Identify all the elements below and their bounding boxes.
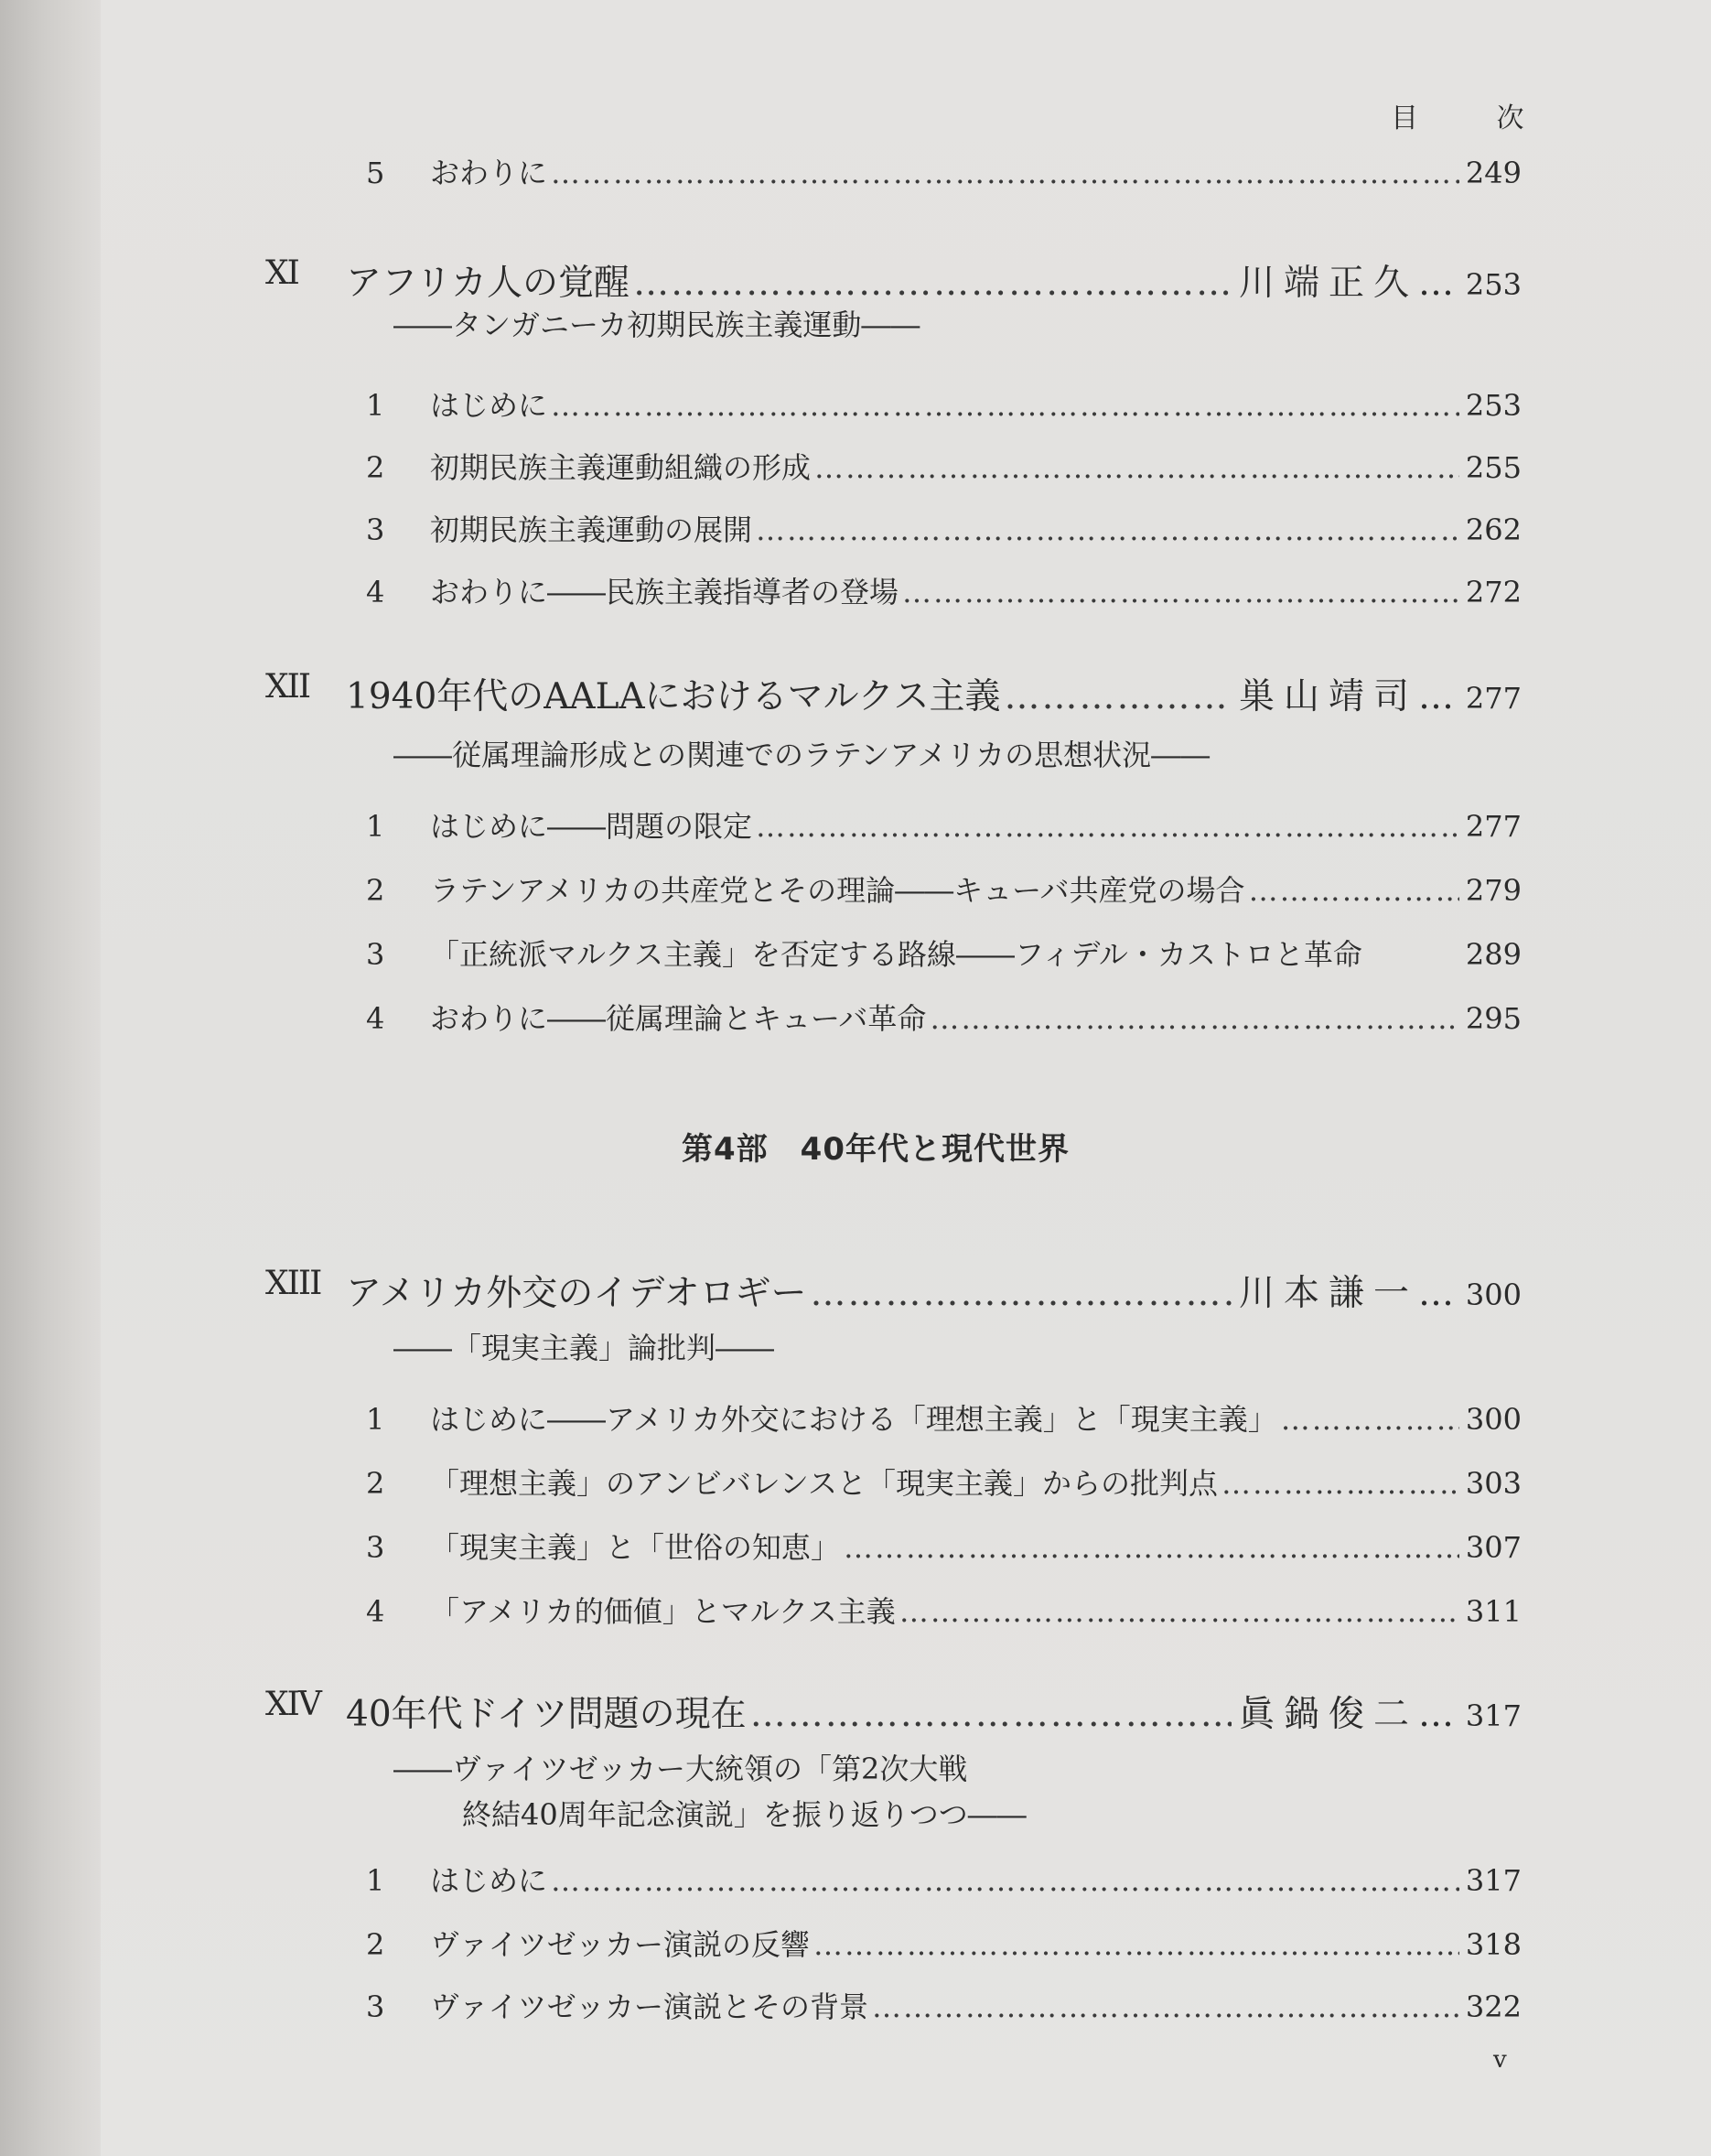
section-title: はじめに [430,1863,548,1898]
page-number: 255 [1465,450,1522,485]
chapter-author: 眞鍋俊二 [1238,1694,1418,1735]
toc-chapter-entry: XIII アメリカ外交のイデオロギー …………………………………………………………………………………………………………………………………………………………………………………………………………………… 川本謙一 … 300 [265,1265,1522,1316]
toc-section-entry: 5 おわりに …………………………………………………………………………………………………………………………………………………………………………………………………………………… 249 [366,150,1522,192]
dot-leader [930,1001,1459,1036]
chapter-subtitle: ――ヴァイツゼッカー大統領の「第2次大戦 [393,1752,968,1786]
dot-leader [551,388,1459,423]
dot-leader [551,156,1459,190]
chapter-title: アメリカ外交のイデオロギー [346,1273,807,1314]
page-number: 277 [1465,809,1522,844]
page-number: 318 [1465,1927,1522,1962]
dot-leader [551,1863,1459,1898]
section-title: おわりに――従属理論とキューバ革命 [430,1001,927,1036]
toc-section-entry: 3 初期民族主義運動の展開 …………………………………………………………………………………………………………………………………………………………………………………………………………………… 262 [366,507,1522,549]
page-number: 295 [1465,1001,1522,1036]
page-folio: v [1493,2046,1507,2074]
section-title: ヴァイツゼッカー演説の反響 [430,1927,811,1962]
section-title: 「正統派マルクス主義」を否定する路線――フィデル・カストロと革命 [430,937,1362,972]
toc-section-entry: 4 おわりに――民族主義指導者の登場 …………………………………………………………………………………………………………………………………………………………………………………………………………………… 272 [366,569,1522,611]
page-number: 253 [1465,388,1522,423]
chapter-subtitle: ――「現実主義」論批判―― [393,1331,775,1365]
page-number: 317 [1465,1698,1522,1733]
dot-leader [750,1694,1232,1735]
section-title: おわりに――民族主義指導者の登場 [430,575,899,609]
toc-section-entry: 1 はじめに――問題の限定 …………………………………………………………………………………………………………………………………………………………………………………………………………………… 277 [366,803,1522,846]
dot-leader [756,512,1459,547]
toc-section-entry: 2 初期民族主義運動組織の形成 …………………………………………………………………………………………………………………………………………………………………………………………………………………… 255 [366,445,1522,487]
page-number: 277 [1465,681,1522,716]
toc-section-entry: 4 おわりに――従属理論とキューバ革命 …………………………………………………………………………………………………………………………………………………………………………………………………………………… 295 [366,996,1522,1038]
chapter-numeral: XIII [265,1265,321,1302]
page-number: 317 [1465,1863,1522,1898]
section-title: 「理想主義」のアンビバレンスと「現実主義」からの批判点 [430,1466,1218,1501]
chapter-author: 川端正久 [1238,263,1418,304]
page-number: 311 [1465,1594,1522,1629]
page-number: 272 [1465,575,1522,609]
section-title: はじめに――アメリカ外交における「理想主義」と「現実主義」 [430,1402,1277,1437]
page-number: 262 [1465,512,1522,547]
page-number: 279 [1465,873,1522,908]
chapter-title: アフリカ人の覚醒 [346,263,630,304]
dot-leader [899,1594,1459,1629]
section-title: 「現実主義」と「世俗の知恵」 [430,1530,841,1565]
page-number: 322 [1465,1989,1522,2024]
toc-section-entry: 2 ヴァイツゼッカー演説の反響 …………………………………………………………………………………………………………………………………………………………………………………………………………………… 318 [366,1922,1522,1964]
chapter-numeral: XI [265,254,298,292]
dot-leader [902,575,1459,609]
section-title: おわりに [430,156,548,190]
dot-leader [1249,873,1459,908]
dot-leader [811,1273,1232,1314]
running-header: 目 次 [1391,102,1559,135]
chapter-subtitle-continued: 終結40周年記念演説」を振り返りつつ―― [462,1797,1027,1832]
toc-section-entry: 2 ラテンアメリカの共産党とその理論――キューバ共産党の場合 …………………………………………………………………………………………………………………………………………………………………………………………………………………… 279 [366,868,1522,910]
section-title: ラテンアメリカの共産党とその理論――キューバ共産党の場合 [430,873,1245,908]
toc-chapter-entry: XI アフリカ人の覚醒 …………………………………………………………………………………………………………………………………………………………………………………………………………………… 川端正久 … 253 [265,254,1522,306]
chapter-title: 40年代ドイツ問題の現在 [346,1694,747,1735]
section-title: 「アメリカ的価値」とマルクス主義 [430,1594,896,1629]
page-number: 300 [1465,1402,1522,1437]
chapter-author: 巣山靖司 [1238,676,1418,717]
dot-leader [813,1927,1459,1962]
toc-section-entry: 1 はじめに――アメリカ外交における「理想主義」と「現実主義」 …………………………………………………………………………………………………………………………………………………………………………………………………………………… 300 [366,1396,1522,1439]
part-heading: 第4部 40年代と現代世界 [682,1131,1070,1168]
toc-section-entry: 3 「現実主義」と「世俗の知恵」 …………………………………………………………………………………………………………………………………………………………………………………………………………………… 307 [366,1525,1522,1567]
toc-section-entry: 3 「正統派マルクス主義」を否定する路線――フィデル・カストロと革命 289 [366,932,1522,974]
page-number: 289 [1465,937,1522,972]
dot-leader [814,450,1459,485]
dot-leader [633,263,1232,304]
dot-leader [1221,1466,1459,1501]
toc-section-entry: 1 はじめに …………………………………………………………………………………………………………………………………………………………………………………………………………………… 253 [366,383,1522,425]
page-number: 307 [1465,1530,1522,1565]
page-number: 253 [1465,267,1522,302]
page-number: 303 [1465,1466,1522,1501]
chapter-numeral: XII [265,668,310,706]
toc-chapter-entry: XII 1940年代のAALAにおけるマルクス主義 …………………………………………………………………………………………………………………………………………………………………………………………………………………… 巣山靖司 … 277 [265,668,1522,719]
chapter-author: 川本謙一 [1238,1273,1418,1314]
toc-section-entry: 4 「アメリカ的価値」とマルクス主義 …………………………………………………………………………………………………………………………………………………………………………………………………………………… 311 [366,1589,1522,1631]
section-title: はじめに――問題の限定 [430,809,753,844]
section-title: 初期民族主義運動の展開 [430,512,753,547]
chapter-title: 1940年代のAALAにおけるマルクス主義 [346,676,1001,717]
chapter-numeral: XIV [265,1686,320,1723]
dot-leader [1004,676,1232,717]
toc-section-entry: 3 ヴァイツゼッカー演説とその背景 …………………………………………………………………………………………………………………………………………………………………………………………………………………… 322 [366,1984,1522,2026]
dot-leader [844,1530,1459,1565]
dot-leader [1281,1402,1459,1437]
chapter-subtitle: ――従属理論形成との関連でのラテンアメリカの思想状況―― [393,738,1211,772]
section-title: はじめに [430,388,548,423]
dot-leader [872,1989,1459,2024]
page-number: 300 [1465,1277,1522,1312]
dot-leader [756,809,1459,844]
toc-chapter-entry: XIV 40年代ドイツ問題の現在 …………………………………………………………………………………………………………………………………………………………………………………………………………………… 眞鍋俊二 … 317 [265,1686,1522,1737]
section-title: 初期民族主義運動組織の形成 [430,450,812,485]
toc-section-entry: 2 「理想主義」のアンビバレンスと「現実主義」からの批判点 …………………………………………………………………………………………………………………………………………………………………………………………………………………… 303 [366,1461,1522,1503]
page-number: 249 [1465,156,1522,190]
book-binding-shadow [0,0,101,2156]
section-title: ヴァイツゼッカー演説とその背景 [430,1989,869,2024]
toc-section-entry: 1 はじめに …………………………………………………………………………………………………………………………………………………………………………………………………………………… 317 [366,1858,1522,1900]
chapter-subtitle: ――タンガニーカ初期民族主義運動―― [393,307,920,342]
